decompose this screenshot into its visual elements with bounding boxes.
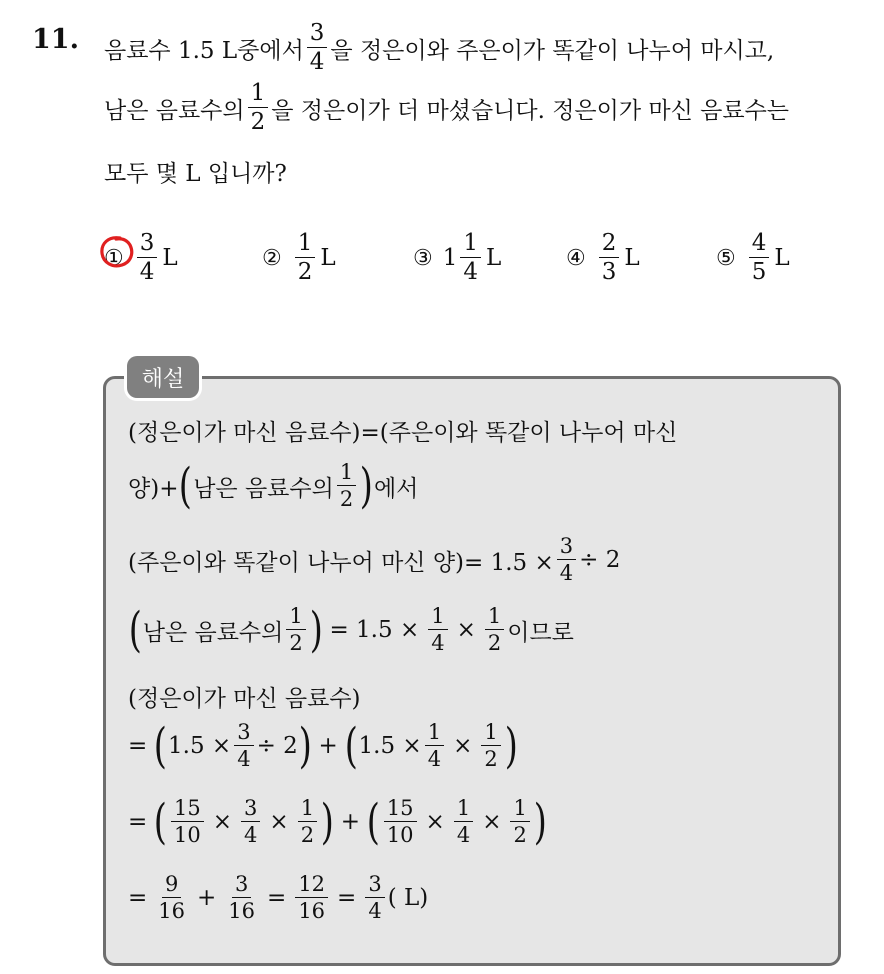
unit: L xyxy=(320,245,336,271)
solution-line-6 xyxy=(128,718,518,774)
choice-number: ⑤ xyxy=(716,245,736,271)
operator: = xyxy=(337,885,357,911)
fraction: $\frac{1}{2}$ xyxy=(298,798,317,846)
question-line-2 xyxy=(104,82,789,134)
operator: × xyxy=(482,809,502,835)
choice-number: ① xyxy=(104,245,124,271)
operator: + xyxy=(197,885,217,911)
choice-3[interactable] xyxy=(413,228,501,288)
operator: × xyxy=(453,733,473,759)
choice-number: ③ xyxy=(413,245,433,271)
left-paren: ( xyxy=(179,458,193,514)
solution-line-8 xyxy=(128,874,428,922)
fraction: $\frac{9}{16}$ xyxy=(158,872,186,923)
selected-circle-icon xyxy=(98,232,138,272)
operator: + xyxy=(340,809,361,835)
fraction: $\frac{3}{4}$ xyxy=(137,232,158,284)
text: (주은이와 똑같이 나누어 마신 양)= 1.5 × xyxy=(128,549,554,576)
question-text: 을 정은이와 주은이가 똑같이 나누어 마시고, xyxy=(330,37,775,64)
question-text: 남은 음료수의 xyxy=(104,97,245,124)
text: 1.5 × xyxy=(168,733,232,759)
fraction: $\frac{1}{4}$ xyxy=(460,232,481,284)
left-paren: ( xyxy=(154,718,168,774)
fraction: $\frac{1}{4}$ xyxy=(428,606,447,654)
solution-line-5: (정은이가 마신 음료수) xyxy=(128,686,361,712)
operator: × xyxy=(456,617,476,643)
left-paren: ( xyxy=(344,718,358,774)
operator: = xyxy=(128,733,148,759)
unit: L xyxy=(774,245,790,271)
fraction: $\frac{1}{4}$ xyxy=(425,722,444,770)
text: 1.5 × xyxy=(358,733,422,759)
unit: L xyxy=(486,245,502,271)
fraction: $\frac{1}{2}$ xyxy=(481,722,500,770)
fraction: $\frac{3}{4}$ xyxy=(241,798,260,846)
left-paren: ( xyxy=(366,794,381,850)
fraction: $\frac{3}{16}$ xyxy=(228,872,256,923)
unit: ( L) xyxy=(387,885,429,911)
operator: × xyxy=(269,809,289,835)
fraction: $\frac{2}{3}$ xyxy=(599,232,620,284)
whole-number: 1 xyxy=(442,245,458,271)
text: ÷ 2 xyxy=(256,733,298,759)
operator: × xyxy=(425,809,445,835)
solution-line-4 xyxy=(128,602,574,658)
fraction: $\frac{3}{4}$ xyxy=(307,22,328,74)
solution-line-3 xyxy=(128,536,620,584)
fraction: $\frac{1}{4}$ xyxy=(454,798,473,846)
right-paren: ) xyxy=(309,602,323,658)
fraction: $\frac{1}{2}$ xyxy=(286,606,305,654)
solution-tag: 해설 xyxy=(127,356,199,398)
operator: = xyxy=(267,885,287,911)
text: 이므로 xyxy=(507,619,574,646)
operator: = xyxy=(128,885,148,911)
question-text: 음료수 1.5 L중에서 xyxy=(104,37,304,64)
solution-line-1: (정은이가 마신 음료수)=(주은이와 똑같이 나누어 마신 xyxy=(128,420,678,446)
choice-1[interactable] xyxy=(104,228,178,288)
question-number: 11. xyxy=(32,24,79,55)
choice-number: ④ xyxy=(566,245,586,271)
question-text: 을 정은이가 더 마셨습니다. 정은이가 마신 음료수는 xyxy=(271,97,790,124)
right-paren: ) xyxy=(320,794,334,850)
question-line-1 xyxy=(104,22,774,74)
solution-line-7 xyxy=(128,794,548,850)
choice-number: ② xyxy=(262,245,282,271)
choice-4[interactable] xyxy=(566,228,640,288)
text: = 1.5 × xyxy=(329,617,420,643)
fraction: $\frac{3}{4}$ xyxy=(365,874,384,922)
text: 에서 xyxy=(373,475,419,502)
text: 남은 음료수의 xyxy=(142,619,284,646)
fraction: $\frac{3}{4}$ xyxy=(557,536,576,584)
question-line-3: 모두 몇 L 입니까? xyxy=(104,161,287,187)
fraction: $\frac{15}{10}$ xyxy=(384,798,417,846)
text: ÷ 2 xyxy=(579,547,621,573)
operator: = xyxy=(128,809,148,835)
solution-line-2 xyxy=(128,458,419,514)
unit: L xyxy=(624,245,640,271)
fraction: $\frac{1}{2}$ xyxy=(337,462,356,510)
right-paren: ) xyxy=(360,458,374,514)
fraction: $\frac{1}{2}$ xyxy=(295,232,316,284)
choice-5[interactable] xyxy=(716,228,790,288)
fraction: $\frac{15}{10}$ xyxy=(171,798,204,846)
left-paren: ( xyxy=(128,602,142,658)
unit: L xyxy=(162,245,178,271)
operator: + xyxy=(318,733,338,759)
fraction: $\frac{3}{4}$ xyxy=(234,722,253,770)
answer-choices xyxy=(104,228,824,292)
fraction: $\frac{12}{16}$ xyxy=(295,874,328,922)
fraction: $\frac{1}{2}$ xyxy=(485,606,504,654)
text: 남은 음료수의 xyxy=(193,475,334,502)
choice-2[interactable] xyxy=(262,228,336,288)
left-paren: ( xyxy=(154,794,168,850)
fraction: $\frac{1}{2}$ xyxy=(248,82,269,134)
fraction: $\frac{1}{2}$ xyxy=(510,798,529,846)
fraction: $\frac{4}{5}$ xyxy=(749,232,770,284)
operator: × xyxy=(212,809,233,835)
right-paren: ) xyxy=(533,794,547,850)
right-paren: ) xyxy=(504,718,518,774)
text: 양)+ xyxy=(128,475,179,502)
right-paren: ) xyxy=(298,718,312,774)
